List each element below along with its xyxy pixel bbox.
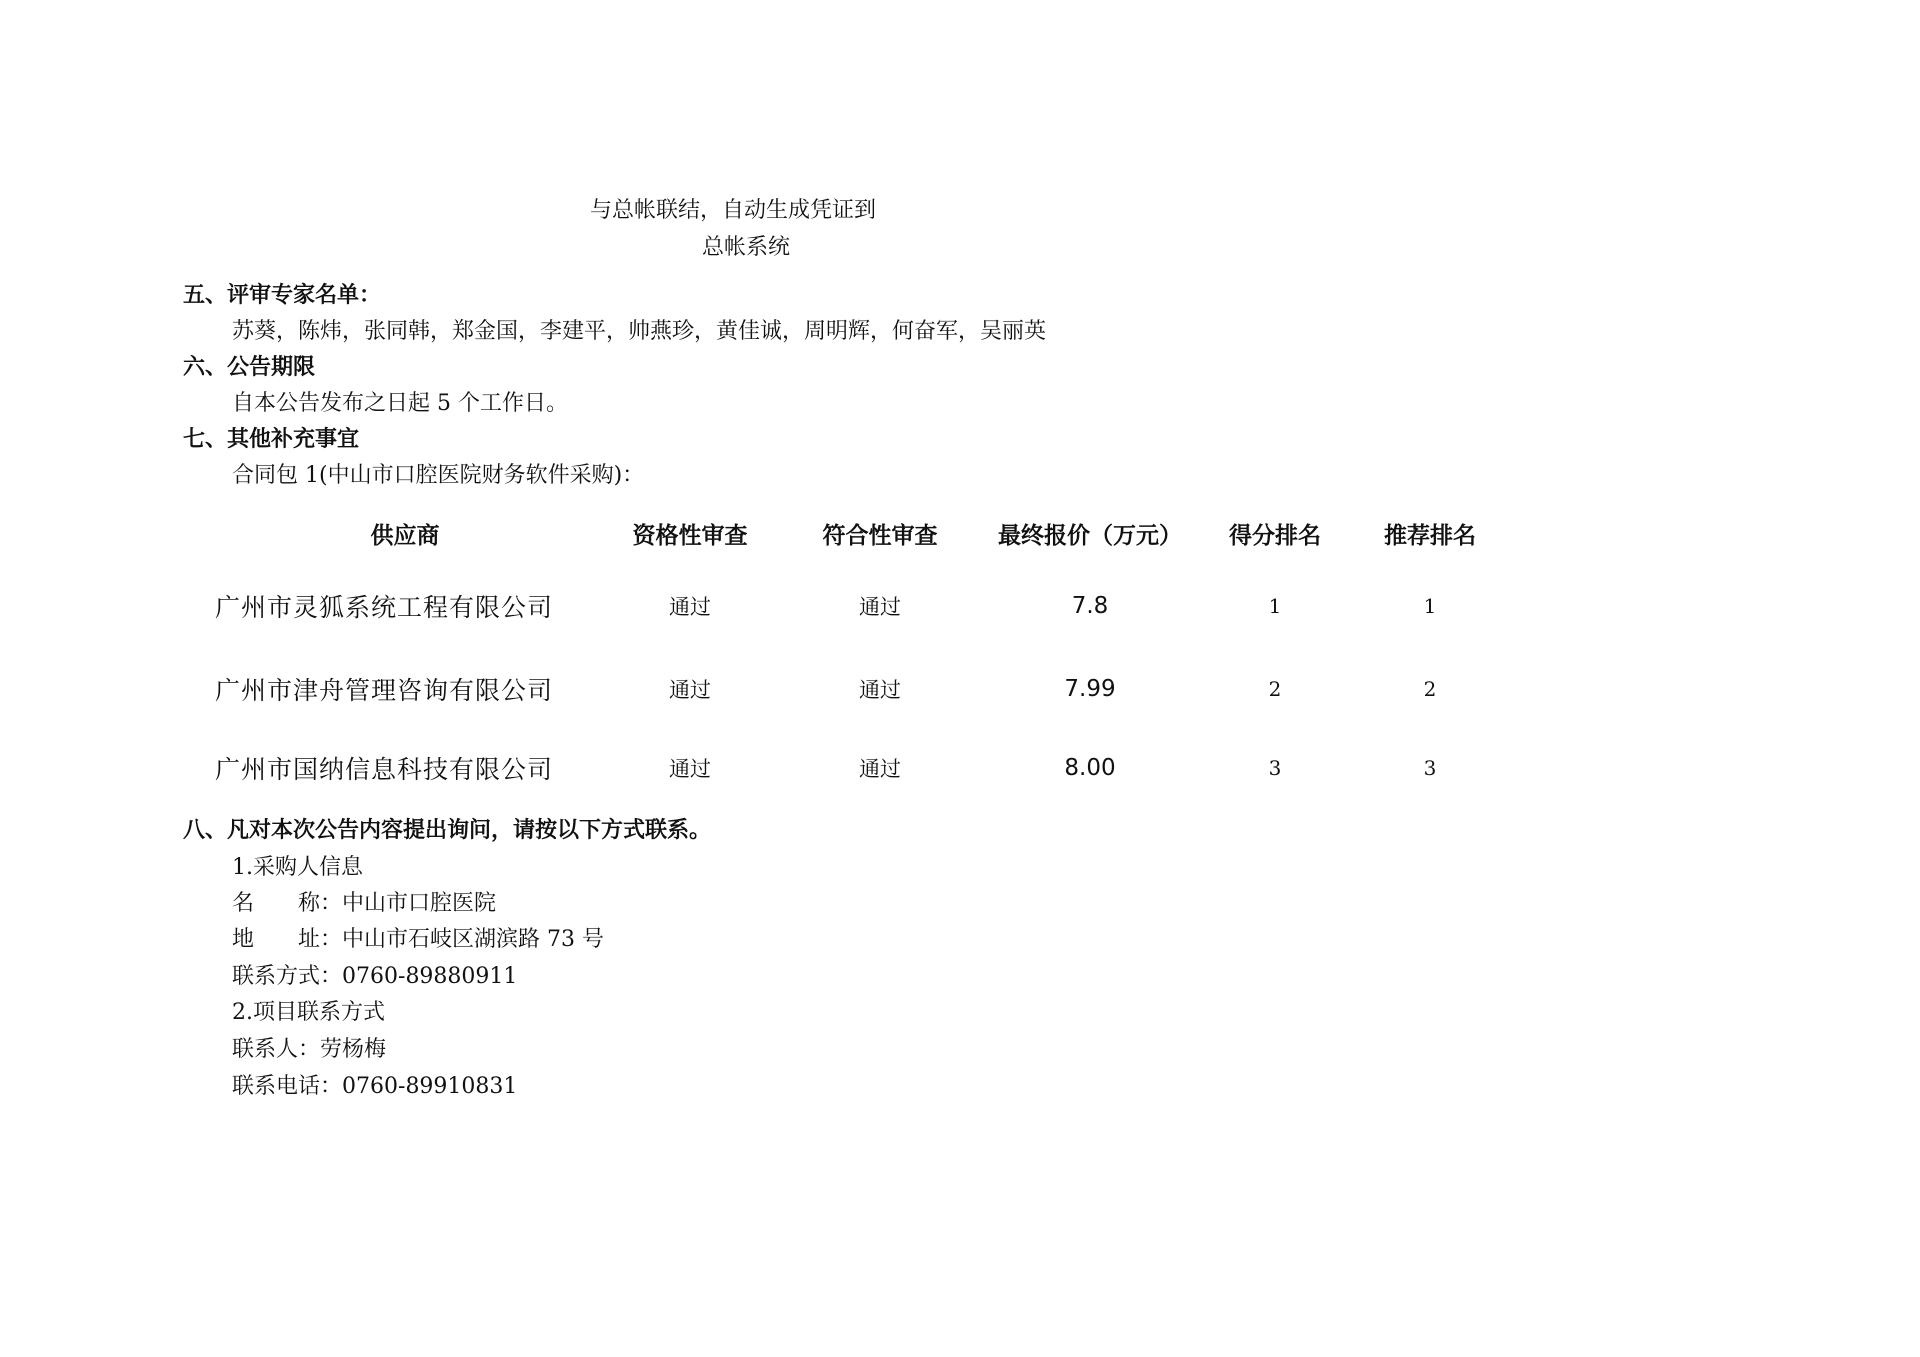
supplier-cell: 广州市灵狐系统工程有限公司 [215,593,554,622]
purchaser-info-title: 1.采购人信息 [232,855,363,880]
purchaser-name-row [232,889,496,919]
table-row [200,656,1500,722]
person-label: 联系人： [232,1037,321,1062]
project-contact-title: 2.项目联系方式 [232,1000,385,1025]
phone-value: 0760-89910831 [342,1074,518,1099]
name-label: 名 称： [232,891,343,916]
column-header: 资格性审查 [632,522,748,549]
compliance-cell: 通过 [859,757,901,781]
compliance-cell: 通过 [859,678,901,702]
qualification-cell: 通过 [669,757,711,781]
purchaser-contact-row [232,962,517,992]
purchaser-address-row [232,925,604,955]
price-cell: 7.8 [1071,593,1109,619]
price-cell: 7.99 [1064,676,1116,702]
score-rank-cell: 3 [1268,756,1282,780]
column-header: 得分排名 [1229,522,1321,549]
table-row [200,722,1500,814]
name-value: 中山市口腔医院 [342,891,497,916]
table-row [200,556,1500,656]
notice-period-text: 自本公告发布之日起 5 个工作日。 [232,391,568,416]
supplier-cell: 广州市国纳信息科技有限公司 [215,755,554,784]
contract-package-text: 合同包 1(中山市口腔医院财务软件采购)： [232,463,645,488]
section-heading: 七、其他补充事宜 [183,427,360,452]
contact-phone-row [232,1072,517,1102]
qualification-cell: 通过 [669,595,711,619]
score-rank-cell: 2 [1268,677,1282,701]
contact-value: 0760-89880911 [342,964,518,989]
recommend-rank-cell: 1 [1423,594,1437,618]
table-header-row [200,510,1500,556]
compliance-cell: 通过 [859,595,901,619]
column-header: 最终报价（万元） [998,522,1182,549]
column-header: 推荐排名 [1384,522,1476,549]
expert-list: 苏葵，陈炜，张同韩，郑金国，李建平，帅燕珍，黄佳诚，周明辉，何奋军，吴丽英 [232,319,1047,344]
recommend-rank-cell: 3 [1423,756,1437,780]
column-header: 符合性审查 [822,522,938,549]
text-line: 与总帐联结，自动生成凭证到 [590,198,877,223]
recommend-rank-cell: 2 [1423,677,1437,701]
phone-label: 联系电话： [232,1074,343,1099]
section-heading: 八、凡对本次公告内容提出询问，请按以下方式联系。 [183,818,712,843]
column-header: 供应商 [370,522,440,549]
evaluation-table [200,510,1500,814]
price-cell: 8.00 [1064,755,1116,781]
score-rank-cell: 1 [1268,594,1282,618]
contact-person-row [232,1035,386,1065]
section-heading: 六、公告期限 [183,355,316,380]
section-heading: 五、评审专家名单： [183,283,382,308]
text-line: 总帐系统 [702,235,791,260]
address-value: 中山市石岐区湖滨路 73 号 [342,927,604,952]
person-value: 劳杨梅 [320,1037,387,1062]
qualification-cell: 通过 [669,678,711,702]
contact-label: 联系方式： [232,964,343,989]
address-label: 地 址： [232,927,343,952]
supplier-cell: 广州市津舟管理咨询有限公司 [215,676,554,705]
